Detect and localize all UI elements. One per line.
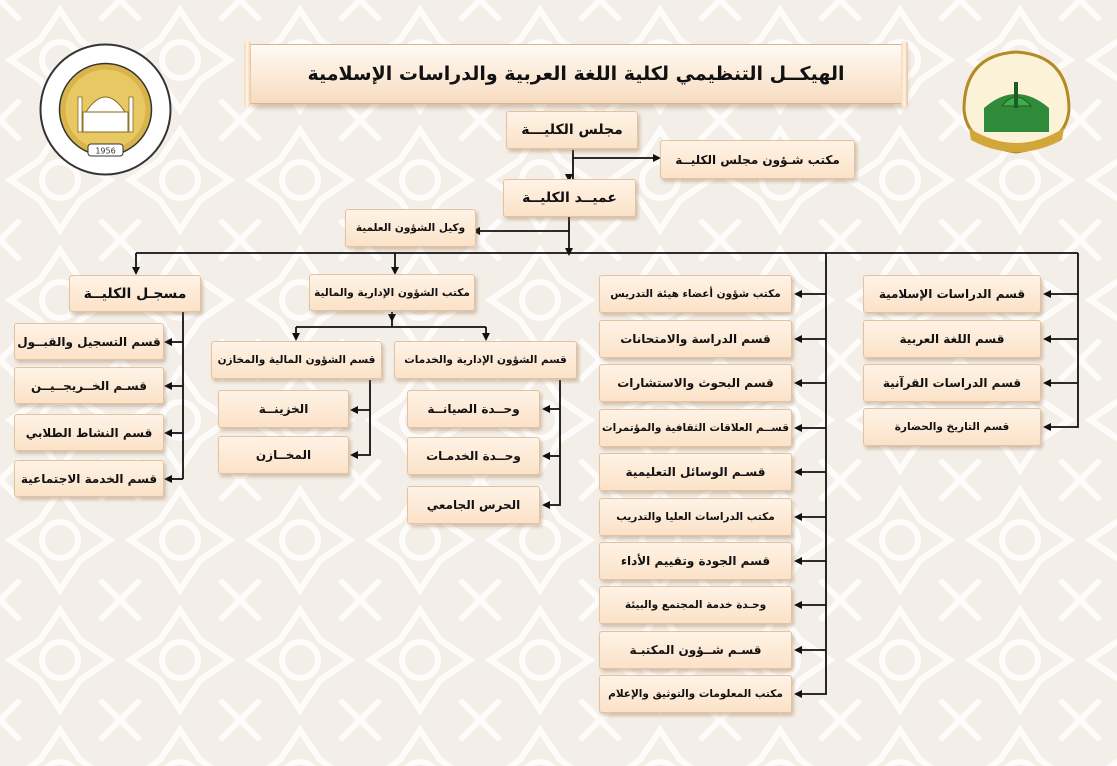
vice-dean-academic-box: وكيل الشؤون العلمية: [345, 209, 476, 247]
dean-box: عميــد الكليــة: [503, 179, 636, 217]
registrar-item: قسم الخدمة الاجتماعية: [14, 460, 164, 497]
academic-affairs-item: قسم البحوث والاستشارات: [599, 364, 792, 402]
admin-item: الحرس الجامعي: [407, 486, 540, 524]
registrar-box: مسجـل الكليــة: [69, 275, 201, 312]
admin-item: وحــدة الخدمـات: [407, 437, 540, 475]
academic-dept-item: قسم الدراسات الإسلامية: [863, 275, 1041, 313]
academic-affairs-item: قسم الجودة وتقييم الأداء: [599, 542, 792, 580]
finance-item: الخزينــة: [218, 390, 349, 428]
academic-dept-item: قسم اللغة العربية: [863, 320, 1041, 358]
academic-affairs-item: مكتب شؤون أعضاء هيئة التدريس: [599, 275, 792, 313]
faculty-logo-year: 1956: [95, 146, 116, 156]
admin-services-dept-box: قسم الشؤون الإدارية والخدمات: [394, 341, 577, 379]
admin-item: وحــدة الصيانــة: [407, 390, 540, 428]
registrar-item: قسـم الخــريجــيــن: [14, 367, 164, 404]
academic-dept-item: قسم التاريخ والحضارة: [863, 408, 1041, 446]
college-council-box: مجلس الكليـــة: [506, 111, 638, 149]
council-affairs-office-box: مكتب شـؤون مجلس الكليــة: [660, 140, 855, 179]
academic-dept-item: قسم الدراسات القرآنية: [863, 364, 1041, 402]
finance-stores-dept-box: قسم الشؤون المالية والمخازن: [211, 341, 382, 379]
registrar-item: قسم النشاط الطلابي: [14, 414, 164, 451]
registrar-item: قسم التسجيل والقبــول: [14, 323, 164, 360]
academic-affairs-item: قســم العلاقات الثقافية والمؤتمرات: [599, 409, 792, 447]
chart-title: الهيكــل التنظيمي لكلية اللغة العربية والدراسات الإسلامية: [248, 44, 904, 104]
academic-affairs-item: وحـدة خدمة المجتمع والبيئة: [599, 586, 792, 624]
admin-finance-office-box: مكتب الشؤون الإدارية والمالية: [309, 274, 475, 311]
academic-affairs-item: قسـم شــؤون المكتبـة: [599, 631, 792, 669]
academic-affairs-item: مكتب الدراسات العليا والتدريب: [599, 498, 792, 536]
finance-item: المخــازن: [218, 436, 349, 474]
academic-affairs-item: مكتب المعلومات والتوثيق والإعلام: [599, 675, 792, 713]
academic-affairs-item: قسـم الوسائل التعليمية: [599, 453, 792, 491]
academic-affairs-item: قسم الدراسة والامتحانات: [599, 320, 792, 358]
